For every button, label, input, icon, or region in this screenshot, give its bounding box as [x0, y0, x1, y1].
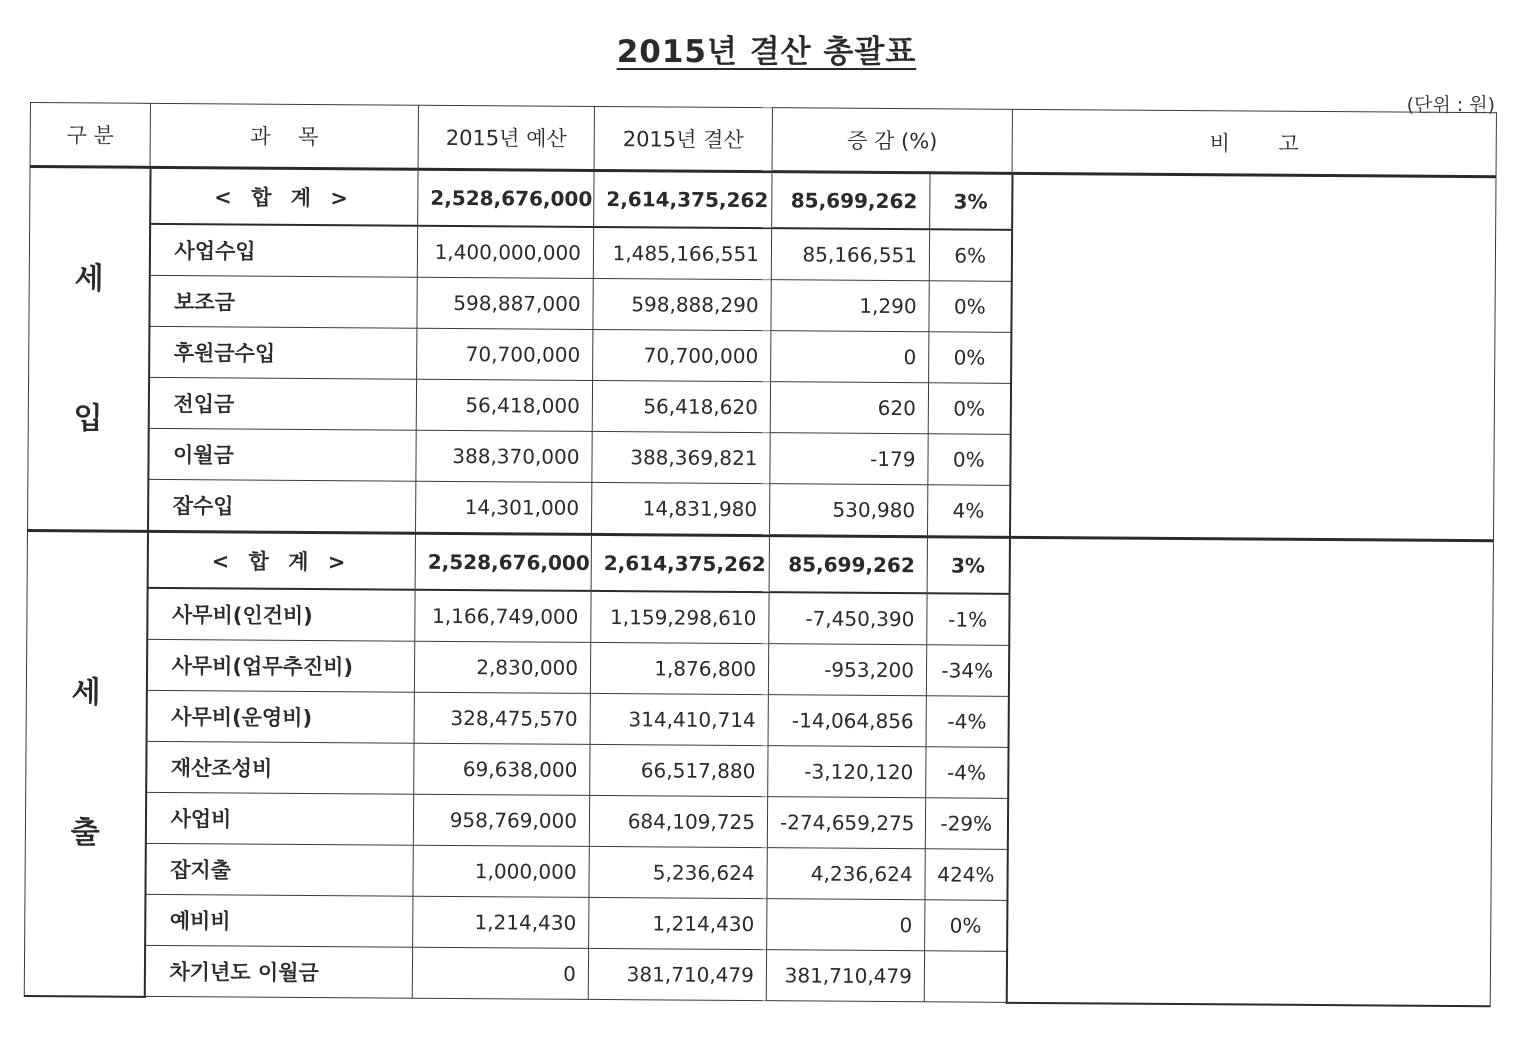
row-settlement: 66,517,880	[590, 744, 768, 796]
row-pct	[924, 951, 1006, 1003]
row-diff: 381,710,479	[766, 950, 924, 1002]
row-budget: 388,370,000	[416, 430, 592, 482]
header-budget: 2015년 예산	[418, 105, 594, 170]
row-budget: 2,830,000	[414, 641, 590, 693]
row-settlement: 1,214,430	[589, 897, 767, 949]
total-pct: 3%	[927, 537, 1009, 594]
expense-label-bottom: 출	[70, 815, 100, 851]
row-diff: -179	[770, 433, 928, 485]
total-subject: < 합 계 >	[147, 531, 415, 589]
row-settlement: 684,109,725	[589, 795, 767, 847]
revenue-total-row	[30, 167, 1496, 234]
total-diff: 85,699,262	[772, 172, 930, 230]
row-subject: 이월금	[148, 428, 416, 481]
row-settlement: 381,710,479	[588, 948, 766, 1000]
row-settlement: 1,876,800	[590, 642, 768, 694]
header-settlement: 2015년 결산	[594, 106, 772, 171]
row-pct: -1%	[927, 593, 1009, 645]
row-subject: 후원금수입	[149, 326, 417, 379]
page-title	[0, 26, 1533, 71]
row-subject: 잡지출	[145, 843, 413, 896]
total-diff: 85,699,262	[769, 536, 927, 594]
header-subject: 과 목	[150, 103, 418, 169]
row-budget: 1,000,000	[413, 845, 589, 897]
row-diff: 0	[767, 899, 925, 951]
row-settlement: 1,485,166,551	[593, 227, 771, 280]
row-diff: 620	[770, 382, 928, 434]
total-budget: 2,528,676,000	[418, 169, 594, 227]
row-diff: -7,450,390	[769, 592, 927, 645]
expense-label-top: 세	[71, 675, 101, 711]
row-budget: 328,475,570	[414, 692, 590, 744]
row-subject: 차기년도 이월금	[144, 945, 412, 998]
total-settlement: 2,614,375,262	[594, 170, 772, 228]
row-pct: 6%	[929, 229, 1011, 281]
row-budget: 1,214,430	[413, 896, 589, 948]
row-diff: -14,064,856	[768, 695, 926, 747]
unit-label: (단위 : 원)	[1406, 94, 1495, 116]
row-subject: 재산조성비	[146, 741, 414, 794]
revenue-note-cell	[1010, 173, 1497, 540]
row-settlement: 314,410,714	[590, 693, 768, 745]
header-category: 구 분	[30, 103, 150, 168]
row-pct: 4%	[927, 485, 1009, 538]
row-budget: 958,769,000	[413, 794, 589, 846]
row-diff: 1,290	[771, 280, 929, 332]
row-budget: 0	[412, 947, 588, 999]
row-settlement: 1,159,298,610	[591, 591, 769, 644]
total-settlement: 2,614,375,262	[591, 534, 769, 592]
row-subject: 사무비(운영비)	[146, 690, 414, 743]
row-budget: 598,887,000	[417, 277, 593, 329]
header-change: 증 감 (%)	[772, 108, 1012, 174]
row-pct: -29%	[925, 798, 1007, 850]
row-subject: 전입금	[148, 377, 416, 430]
row-pct: 0%	[928, 434, 1010, 486]
page-title-text: 2015년 결산 총괄표	[616, 34, 917, 70]
row-diff: 0	[771, 331, 929, 383]
row-subject: 사업비	[145, 792, 413, 845]
revenue-section-label	[28, 167, 151, 532]
row-settlement: 14,831,980	[591, 482, 769, 535]
row-subject: 사무비(인건비)	[147, 588, 415, 641]
row-budget: 1,166,749,000	[415, 590, 591, 643]
header-row	[30, 103, 1496, 177]
row-budget: 56,418,000	[416, 379, 592, 431]
row-subject: 예비비	[145, 894, 413, 947]
row-budget: 69,638,000	[414, 743, 590, 795]
row-subject: 사업수입	[149, 224, 417, 277]
total-pct: 3%	[930, 173, 1012, 230]
row-diff: -953,200	[768, 644, 926, 696]
revenue-label-bottom: 입	[73, 400, 103, 437]
settlement-summary-table	[24, 102, 1497, 1007]
header-note: 비 고	[1012, 109, 1496, 176]
row-diff: 530,980	[769, 484, 927, 537]
row-subject: 보조금	[149, 275, 417, 328]
row-budget: 1,400,000,000	[417, 226, 593, 279]
row-diff: -274,659,275	[767, 797, 925, 849]
row-settlement: 598,888,290	[593, 278, 771, 330]
row-settlement: 56,418,620	[592, 380, 770, 432]
row-pct: -4%	[926, 747, 1008, 799]
row-diff: -3,120,120	[768, 746, 926, 798]
row-diff: 4,236,624	[767, 848, 925, 900]
row-pct: -34%	[926, 645, 1008, 697]
expense-note-cell	[1006, 537, 1493, 1005]
row-budget: 14,301,000	[415, 481, 591, 534]
row-pct: 424%	[925, 849, 1007, 901]
row-pct: 0%	[928, 383, 1010, 435]
row-budget: 70,700,000	[417, 328, 593, 380]
row-subject: 잡수입	[148, 479, 416, 533]
revenue-label-top: 세	[74, 260, 104, 297]
row-pct: 0%	[929, 281, 1011, 333]
row-subject: 사무비(업무추진비)	[146, 639, 414, 692]
row-settlement: 70,700,000	[593, 329, 771, 381]
row-pct: 0%	[929, 332, 1011, 384]
total-budget: 2,528,676,000	[415, 533, 591, 591]
row-diff: 85,166,551	[771, 228, 929, 281]
row-settlement: 388,369,821	[592, 431, 770, 483]
row-pct: -4%	[926, 696, 1008, 748]
row-settlement: 5,236,624	[589, 846, 767, 898]
total-subject: < 합 계 >	[150, 167, 418, 225]
row-pct: 0%	[925, 900, 1007, 952]
expense-section-label	[24, 530, 147, 996]
expense-total-row	[27, 530, 1493, 597]
